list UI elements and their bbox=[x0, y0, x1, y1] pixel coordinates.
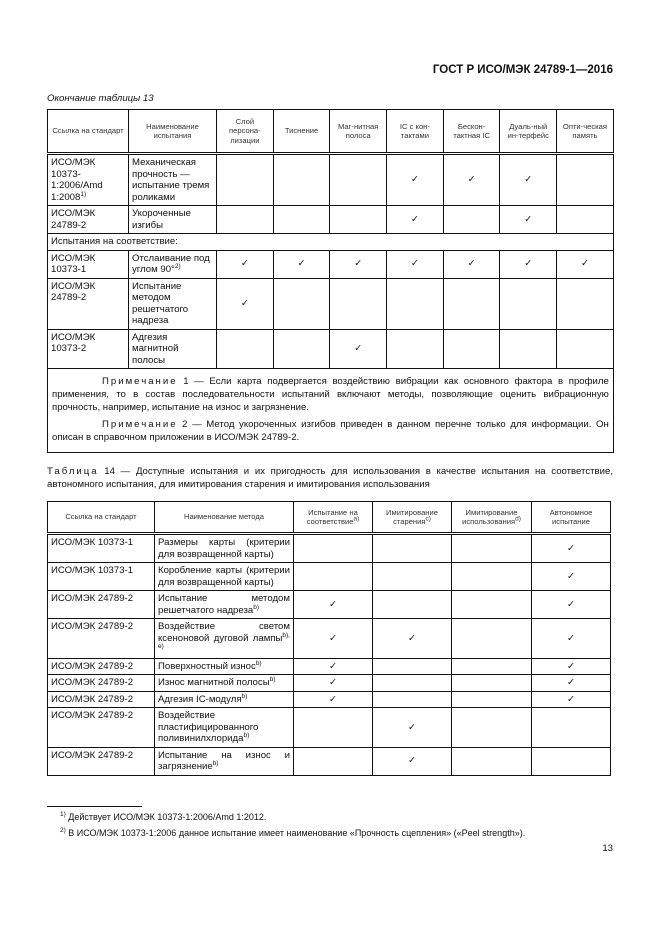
method-name: Испытание методом решетчатого надреза bbox=[158, 593, 290, 616]
standard-ref-cell bbox=[48, 329, 129, 369]
check-mark-icon: ✓ bbox=[532, 591, 611, 619]
empty-cell bbox=[443, 206, 500, 234]
empty-cell bbox=[452, 708, 532, 748]
column-header bbox=[373, 502, 452, 534]
check-mark-icon: ✓ bbox=[557, 250, 614, 278]
table-row bbox=[48, 154, 614, 206]
column-header bbox=[532, 502, 611, 534]
method-name-cell bbox=[155, 563, 294, 591]
header-text: Имитирование использования bbox=[462, 507, 518, 526]
check-mark-icon: ✓ bbox=[532, 534, 611, 563]
empty-cell bbox=[452, 691, 532, 708]
empty-cell bbox=[330, 154, 387, 206]
standard-ref-cell bbox=[48, 278, 129, 329]
empty-cell bbox=[443, 278, 500, 329]
method-name: Воздействие светом ксеноновой дуговой лампы bbox=[158, 621, 290, 644]
method-name: Размеры карты (критерии для возвращенной карты) bbox=[158, 537, 290, 560]
check-mark-icon: ✓ bbox=[500, 206, 557, 234]
standard-ref: ИСО/МЭК 24789-2 bbox=[48, 747, 155, 775]
check-mark-icon: ✓ bbox=[443, 250, 500, 278]
page-number: 13 bbox=[602, 842, 613, 854]
empty-cell bbox=[452, 591, 532, 619]
empty-cell bbox=[273, 154, 330, 206]
check-mark-icon: ✓ bbox=[443, 154, 500, 206]
empty-cell bbox=[330, 278, 387, 329]
column-header: Дуаль-ный ин-терфейс bbox=[500, 110, 557, 154]
table-row bbox=[48, 619, 611, 659]
footnote-ref: c) bbox=[425, 515, 431, 523]
empty-cell bbox=[294, 708, 373, 748]
check-mark-icon: ✓ bbox=[532, 675, 611, 692]
footnote-ref: a) bbox=[353, 515, 360, 523]
table-row bbox=[48, 747, 611, 775]
test-name-cell bbox=[129, 329, 217, 369]
test-name: Отслаивание под углом 90° bbox=[132, 252, 210, 275]
standard-ref: ИСО/МЭК 10373-1:2006/Amd 1:2008 bbox=[51, 157, 103, 203]
check-mark-icon: ✓ bbox=[373, 708, 452, 748]
check-mark-icon: ✓ bbox=[500, 250, 557, 278]
table-row bbox=[48, 563, 611, 591]
method-name: Износ магнитной полосы bbox=[158, 677, 270, 688]
table-continuation-label: Окончание таблицы 13 bbox=[47, 93, 154, 104]
note-label: Примечание bbox=[102, 376, 178, 387]
empty-cell bbox=[387, 278, 444, 329]
column-header bbox=[48, 502, 155, 534]
table-header-row bbox=[48, 502, 611, 534]
check-mark-icon: ✓ bbox=[387, 206, 444, 234]
column-header: Бескон-тактная IC bbox=[443, 110, 500, 154]
column-header: Тиснение bbox=[273, 110, 330, 154]
empty-cell bbox=[500, 278, 557, 329]
empty-cell bbox=[294, 534, 373, 563]
column-header: IC с кон-тактами bbox=[387, 110, 444, 154]
check-mark-icon: ✓ bbox=[217, 278, 274, 329]
standard-ref: ИСО/МЭК 24789-2 bbox=[48, 675, 155, 692]
standard-ref: ИСО/МЭК 24789-2 bbox=[51, 280, 96, 303]
method-name: Воздействие пластифицированного поливинилхлорида bbox=[158, 710, 259, 744]
table-row bbox=[48, 708, 611, 748]
footnote-ref: b) bbox=[243, 731, 250, 739]
header-text: Наименование метода bbox=[183, 512, 265, 522]
footnote-ref: b) bbox=[253, 603, 260, 611]
table-14-caption bbox=[47, 465, 613, 491]
empty-cell bbox=[452, 747, 532, 775]
standard-ref: ИСО/МЭК 24789-2 bbox=[51, 208, 96, 231]
empty-cell bbox=[373, 563, 452, 591]
empty-cell bbox=[373, 691, 452, 708]
check-mark-icon: ✓ bbox=[532, 691, 611, 708]
table-row bbox=[48, 658, 611, 675]
table-row bbox=[48, 534, 611, 563]
standard-ref: ИСО/МЭК 10373-1 bbox=[51, 252, 96, 275]
document-title: ГОСТ Р ИСО/МЭК 24789-1—2016 bbox=[432, 64, 613, 76]
method-name-cell bbox=[155, 591, 294, 619]
test-name-cell bbox=[129, 250, 217, 278]
table-row bbox=[48, 206, 614, 234]
standard-ref: ИСО/МЭК 10373-1 bbox=[48, 534, 155, 563]
standard-ref-cell bbox=[48, 206, 129, 234]
footnote-ref: d) bbox=[515, 515, 521, 523]
footnote-divider bbox=[47, 806, 142, 807]
notes-row bbox=[48, 369, 614, 453]
empty-cell bbox=[557, 206, 614, 234]
table-13 bbox=[47, 109, 614, 453]
check-mark-icon: ✓ bbox=[387, 154, 444, 206]
empty-cell bbox=[273, 206, 330, 234]
standard-ref: ИСО/МЭК 24789-2 bbox=[48, 658, 155, 675]
check-mark-icon: ✓ bbox=[273, 250, 330, 278]
test-name: Механическая прочность — испытание тремя роликами bbox=[132, 157, 210, 203]
empty-cell bbox=[217, 154, 274, 206]
empty-cell bbox=[557, 278, 614, 329]
test-name: Укороченные изгибы bbox=[132, 208, 191, 231]
empty-cell bbox=[452, 563, 532, 591]
test-name-cell bbox=[129, 278, 217, 329]
column-header bbox=[155, 502, 294, 534]
empty-cell bbox=[330, 206, 387, 234]
empty-cell bbox=[452, 619, 532, 659]
method-name-cell bbox=[155, 675, 294, 692]
check-mark-icon: ✓ bbox=[294, 619, 373, 659]
empty-cell bbox=[500, 329, 557, 369]
empty-cell bbox=[532, 708, 611, 748]
empty-cell bbox=[452, 534, 532, 563]
check-mark-icon: ✓ bbox=[532, 658, 611, 675]
empty-cell bbox=[273, 278, 330, 329]
check-mark-icon: ✓ bbox=[294, 591, 373, 619]
empty-cell bbox=[294, 563, 373, 591]
note-1 bbox=[52, 375, 609, 414]
method-name: Поверхностный износ bbox=[158, 660, 256, 672]
method-name-cell bbox=[155, 691, 294, 708]
empty-cell bbox=[557, 329, 614, 369]
empty-cell bbox=[557, 154, 614, 206]
test-name: Адгезия магнитной полосы bbox=[132, 331, 179, 366]
test-name: Испытание методом решетчатого надреза bbox=[132, 280, 189, 326]
test-name-cell bbox=[129, 206, 217, 234]
standard-ref: ИСО/МЭК 24789-2 bbox=[48, 691, 155, 708]
table-14 bbox=[47, 501, 611, 776]
standard-ref-cell bbox=[48, 154, 129, 206]
table-row bbox=[48, 691, 611, 708]
table-row bbox=[48, 250, 614, 278]
standard-ref: ИСО/МЭК 24789-2 bbox=[48, 619, 155, 659]
column-header: Опти-ческая память bbox=[557, 110, 614, 154]
standard-ref: ИСО/МЭК 10373-2 bbox=[51, 331, 96, 354]
standard-ref: ИСО/МЭК 24789-2 bbox=[48, 708, 155, 748]
header-text: Автономное испытание bbox=[549, 507, 593, 526]
footnote-ref: b) bbox=[241, 692, 248, 700]
check-mark-icon: ✓ bbox=[532, 563, 611, 591]
empty-cell bbox=[273, 329, 330, 369]
footnote-ref: b) bbox=[255, 659, 262, 667]
standard-ref: ИСО/МЭК 10373-1 bbox=[48, 563, 155, 591]
column-header: Слой персона-лизации bbox=[217, 110, 274, 154]
table-row bbox=[48, 278, 614, 329]
test-name-cell bbox=[129, 154, 217, 206]
method-name-cell bbox=[155, 534, 294, 563]
footnote-ref: 2) bbox=[174, 262, 181, 270]
table-header-row bbox=[48, 110, 614, 154]
footnote-1 bbox=[60, 811, 613, 823]
method-name: Испытание на износ и загрязнение bbox=[158, 749, 290, 772]
method-name-cell bbox=[155, 658, 294, 675]
empty-cell bbox=[532, 747, 611, 775]
section-label: Испытания на соответствие: bbox=[48, 234, 614, 251]
empty-cell bbox=[373, 675, 452, 692]
section-row bbox=[48, 234, 614, 251]
check-mark-icon: ✓ bbox=[330, 329, 387, 369]
standard-ref-cell bbox=[48, 250, 129, 278]
header-text: Ссылка на стандарт bbox=[65, 512, 137, 522]
check-mark-icon: ✓ bbox=[387, 250, 444, 278]
check-mark-icon: ✓ bbox=[294, 691, 373, 708]
check-mark-icon: ✓ bbox=[532, 619, 611, 659]
footnote-mark: 1) bbox=[60, 810, 66, 818]
check-mark-icon: ✓ bbox=[500, 154, 557, 206]
footnote-mark: 2) bbox=[60, 826, 66, 834]
note-text: 1 — Если карта подвергается воздействию вибрации как основного фактора в профиле применения, то в состав последовательности испытаний включают методы, позволяющие оценить вибрационную прочность, например, испытание на износ и загрязнение. bbox=[52, 376, 609, 413]
check-mark-icon: ✓ bbox=[294, 658, 373, 675]
caption-text: 14 — Доступные испытания и их пригодность для использования в качестве испытания на соответствие, автономного испытания, для имитирования старения и имитирования использования bbox=[47, 466, 613, 490]
footnote-ref: b) bbox=[212, 759, 219, 767]
footnote-ref: 1) bbox=[80, 190, 87, 198]
empty-cell bbox=[373, 534, 452, 563]
column-header: Маг-нитная полоса bbox=[330, 110, 387, 154]
empty-cell bbox=[217, 329, 274, 369]
table-row bbox=[48, 329, 614, 369]
check-mark-icon: ✓ bbox=[217, 250, 274, 278]
empty-cell bbox=[373, 591, 452, 619]
check-mark-icon: ✓ bbox=[330, 250, 387, 278]
footnote-ref: b) bbox=[269, 675, 276, 683]
notes-cell bbox=[48, 369, 614, 453]
table-row bbox=[48, 591, 611, 619]
table-row bbox=[48, 675, 611, 692]
method-name-cell bbox=[155, 708, 294, 748]
empty-cell bbox=[452, 675, 532, 692]
column-header: Наименование испытания bbox=[129, 110, 217, 154]
column-header: Ссылка на стандарт bbox=[48, 110, 129, 154]
empty-cell bbox=[373, 658, 452, 675]
check-mark-icon: ✓ bbox=[373, 747, 452, 775]
footnote-ref: b), e) bbox=[158, 631, 290, 650]
caption-label: Таблица bbox=[47, 466, 99, 477]
footnote-text: Действует ИСО/МЭК 10373-1:2006/Amd 1:2012. bbox=[65, 811, 267, 822]
method-name-cell bbox=[155, 747, 294, 775]
empty-cell bbox=[443, 329, 500, 369]
empty-cell bbox=[452, 658, 532, 675]
standard-ref: ИСО/МЭК 24789-2 bbox=[48, 591, 155, 619]
footnote-2 bbox=[60, 827, 613, 839]
empty-cell bbox=[217, 206, 274, 234]
check-mark-icon: ✓ bbox=[294, 675, 373, 692]
note-2 bbox=[52, 418, 609, 444]
note-text: 2 — Метод укороченных изгибов приведен в данном перечне только для информации. Он описан в справочном приложении в ИСО/МЭК 24789-2. bbox=[52, 419, 609, 443]
empty-cell bbox=[387, 329, 444, 369]
column-header bbox=[452, 502, 532, 534]
column-header bbox=[294, 502, 373, 534]
method-name: Коробление карты (критерии для возвращенной карты) bbox=[158, 565, 290, 588]
header-text: Испытание на соответствие bbox=[306, 507, 358, 526]
method-name: Адгезия IC-модуля bbox=[158, 693, 242, 705]
header-text: Имитирование старения bbox=[386, 507, 438, 526]
footnote-text: В ИСО/МЭК 10373-1:2006 данное испытание имеет наименование «Прочность сцепления» («Peel strength»). bbox=[65, 827, 526, 838]
method-name-cell bbox=[155, 619, 294, 659]
empty-cell bbox=[294, 747, 373, 775]
note-label: Примечание bbox=[102, 419, 178, 430]
check-mark-icon: ✓ bbox=[373, 619, 452, 659]
